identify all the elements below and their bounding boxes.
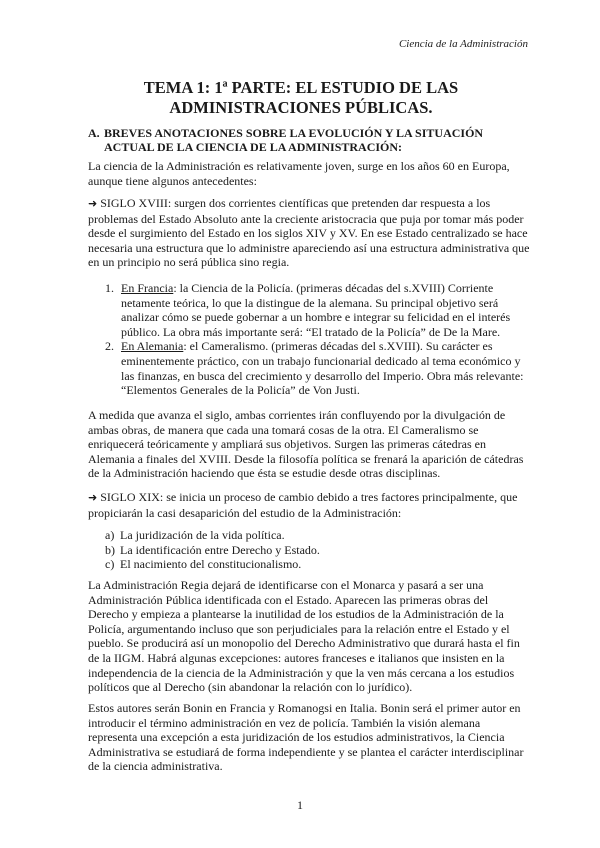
confluence-paragraph (88, 408, 530, 481)
intro-paragraph (88, 159, 530, 188)
list-letter: a) (105, 528, 115, 542)
regia-text: La Administración Regia dejará de identificarse con el Monarca y pasará a ser una Administración Pública identificada con el Estado. Aparecen las primeras obras del Derecho y empieza a plantearse la inutilidad de los estudios de la Administración de la Policía, argumentando incluso que son perjudiciales para la relación entre el Estado y el pueblo. Se producirá así un monopolio del Derecho Administrativo que durará hasta el fin de la IIGM. Habrá algunas excepciones: autores franceses e italianos que insisten en la independencia de la ciencia de la Administración y que la ven más cercana a los estudios políticos que al Derecho (sin abandonar la relación con lo jurídico). (88, 578, 520, 695)
section-heading-text: BREVES ANOTACIONES SOBRE LA EVOLUCIÓN Y LA SITUACIÓN ACTUAL DE LA CIENCIA DE LA ADMINISTRACIÓN: (104, 126, 484, 154)
siglo-xviii-paragraph (88, 196, 530, 270)
currents-list (88, 281, 530, 398)
section-letter: A. (88, 126, 100, 140)
title-line-1: TEMA 1: 1ª PARTE: EL ESTUDIO DE LAS (143, 78, 459, 97)
list-letter: c) (105, 557, 115, 572)
bonin-text: Estos autores serán Bonin en Francia y Romanogsi en Italia. Bonin será el primer autor en introducir el término administración en vez de policía. También la visión alemana representa una excepción a esta juridización de los estudios administrativos, la Ciencia Administrativa se estudiará de forma independiente y se plantea el carácter interdisciplinar de la ciencia administrativa. (88, 701, 524, 774)
siglo-xviii-text: SIGLO XVIII: surgen dos corrientes científicas que pretenden dar respuesta a los problemas del Estado Absoluto ante la creciente aristocracia que puja por tomar más poder desde el surgimiento del Estado en los siglos XIV y XV. En ese Estado centralizado se hace necesaria una estructura que lo administre apareciendo así una estructura administrativa que en un principio no será pública sino regia. (88, 196, 530, 270)
list-number: 1. (105, 281, 114, 295)
title-line-2: ADMINISTRACIONES PÚBLICAS. (169, 98, 433, 117)
current-description: : la Ciencia de la Policía. (primeras décadas del s.XVIII) Corriente netamente teórica, lo que la distingue de la alemana. Su principal objetivo será analizar cómo se puede gobernar a un hombre e integrar su felicidad en el interés público. La obra más importante será: “El tratado de la Policía” de De la Mare. (121, 281, 511, 339)
bonin-paragraph (88, 701, 530, 774)
list-item (88, 557, 530, 572)
arrow-icon: ➜ (88, 197, 98, 210)
arrow-icon: ➜ (88, 491, 98, 504)
list-item (88, 543, 530, 558)
confluence-text: A medida que avanza el siglo, ambas corrientes irán confluyendo por la divulgación de ambas obras, de manera que cada una tomará cosas de la otra. El Cameralismo se enriquecerá teóricamente y ampliará sus objetivos. Surgen las primeras cátedras en Alemania a finales del XVIII. Desde la filosofía política se frenará la aparición de cátedras de la Administración haciendo que ésta se estudie desde otras disciplinas. (88, 408, 524, 481)
factor-text: La identificación entre Derecho y Estado. (120, 542, 320, 557)
section-heading (88, 126, 534, 154)
siglo-xix-paragraph (88, 490, 530, 520)
list-item (88, 528, 530, 543)
list-item (88, 281, 530, 339)
page-number: 1 (297, 798, 303, 812)
current-description: : el Cameralismo. (primeras décadas del s.XVIII). Su carácter es eminentemente práctico, con un trabajo funcionarial dedicado al tema económico y las finanzas, en busca del crecimiento y desarrollo del Imperio. Obra más relevante: “Elementos Generales de la Policía” de Von Justi. (121, 339, 524, 398)
page-title (60, 78, 542, 118)
list-letter: b) (105, 542, 115, 557)
factor-text: El nacimiento del constitucionalismo. (120, 557, 302, 572)
running-header: Ciencia de la Administración (398, 38, 528, 50)
list-number: 2. (105, 339, 114, 354)
country-label: En Alemania (121, 339, 184, 354)
list-item (88, 339, 530, 397)
siglo-xix-text: SIGLO XIX: se inicia un proceso de cambio debido a tres factores principalmente, que propiciarán la casi desaparición del estudio de la Administración: (88, 490, 518, 520)
regia-paragraph (88, 578, 530, 695)
factor-text: La juridización de la vida política. (120, 528, 285, 542)
intro-text: La ciencia de la Administración es relativamente joven, surge en los años 60 en Europa, aunque tiene algunos antecedentes: (88, 159, 510, 188)
factors-list (88, 528, 530, 572)
country-label: En Francia (121, 281, 174, 295)
